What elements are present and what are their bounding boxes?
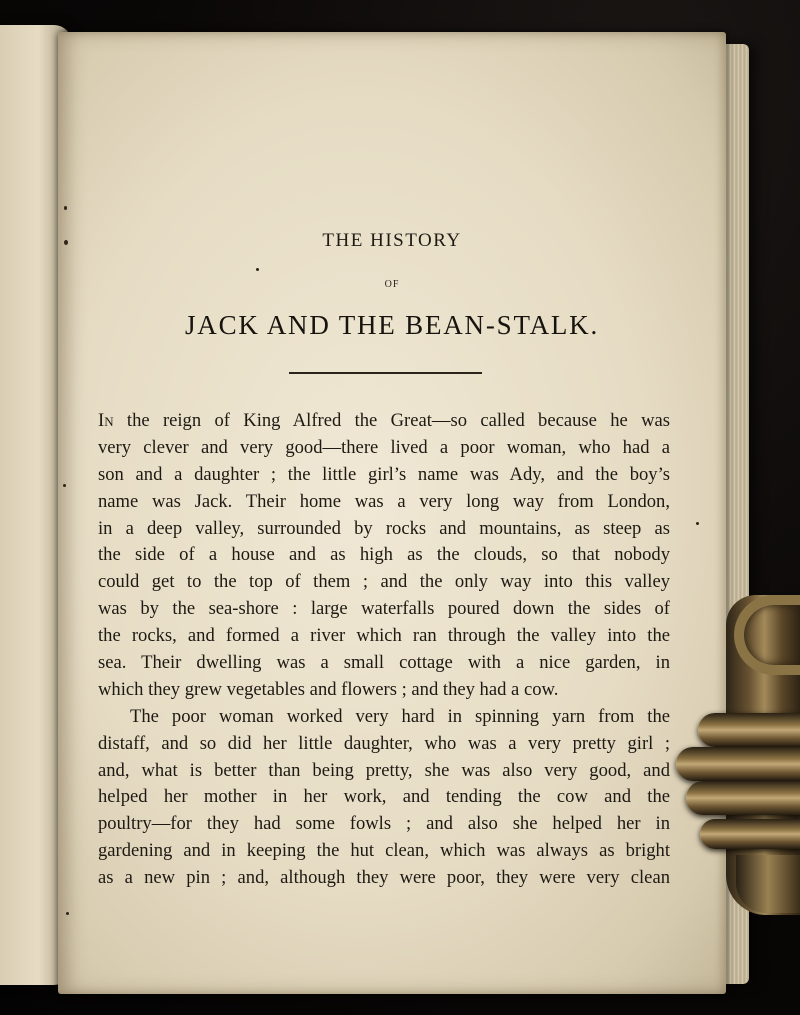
clasp-bar — [686, 781, 800, 815]
text-line: the side of a house and as high as the clouds, so that nobody — [98, 544, 670, 566]
text-line: name was Jack. Their home was a very long way from London, — [98, 490, 670, 512]
clasp-bar — [700, 819, 800, 849]
heading-rule — [289, 372, 482, 374]
heading-line-of: OF — [384, 279, 400, 290]
book-page — [58, 32, 726, 994]
text-line-rest: the reign of King Alfred the Great—so called because he was — [113, 410, 670, 431]
text-line: poultry—for they had some fowls ; and also she helped her in — [98, 813, 670, 835]
paper-speck — [66, 912, 69, 915]
dropcap-word: In — [98, 410, 114, 431]
text-line: as a new pin ; and, although they were poor, they were very clean — [98, 867, 670, 889]
text-line: son and a daughter ; the little girl’s name was Ady, and the boy’s — [98, 463, 670, 485]
text-line: in a deep valley, surrounded by rocks and mountains, as steep as — [98, 517, 670, 539]
text-line: could get to the top of them ; and the only way into this valley — [98, 571, 670, 593]
clasp-bar — [676, 747, 800, 781]
text-line: which they grew vegetables and flowers ; and they had a cow. — [98, 678, 559, 700]
text-line — [98, 408, 670, 435]
book-clasp — [676, 595, 800, 915]
heading-line-history: THE HISTORY — [322, 230, 462, 251]
paper-speck — [63, 484, 66, 487]
text-line: helped her mother in her work, and tending the cow and the — [98, 786, 670, 808]
text-line: sea. Their dwelling was a small cottage with a nice garden, in — [98, 652, 670, 674]
text-line: was by the sea-shore : large waterfalls poured down the sides of — [98, 598, 670, 620]
text-line: gardening and in keeping the hut clean, which was always as bright — [98, 840, 670, 862]
text-line: distaff, and so did her little daughter, who was a very pretty girl ; — [98, 732, 670, 754]
text-line: very clever and very good—there lived a poor woman, who had a — [98, 436, 670, 458]
body-text — [98, 408, 670, 892]
paper-speck — [696, 522, 699, 525]
text-line-paragraph-start: The poor woman worked very hard in spinning yarn from the — [130, 705, 670, 727]
paper-speck — [64, 206, 67, 210]
paper-speck — [64, 240, 68, 245]
text-line: the rocks, and formed a river which ran through the valley into the — [98, 625, 670, 647]
clasp-bar — [698, 713, 800, 747]
text-line: and, what is better than being pretty, she was also very good, and — [98, 759, 670, 781]
heading-title: JACK AND THE BEAN-STALK. — [184, 310, 600, 340]
paper-speck — [256, 268, 259, 271]
clasp-tail — [736, 855, 800, 913]
